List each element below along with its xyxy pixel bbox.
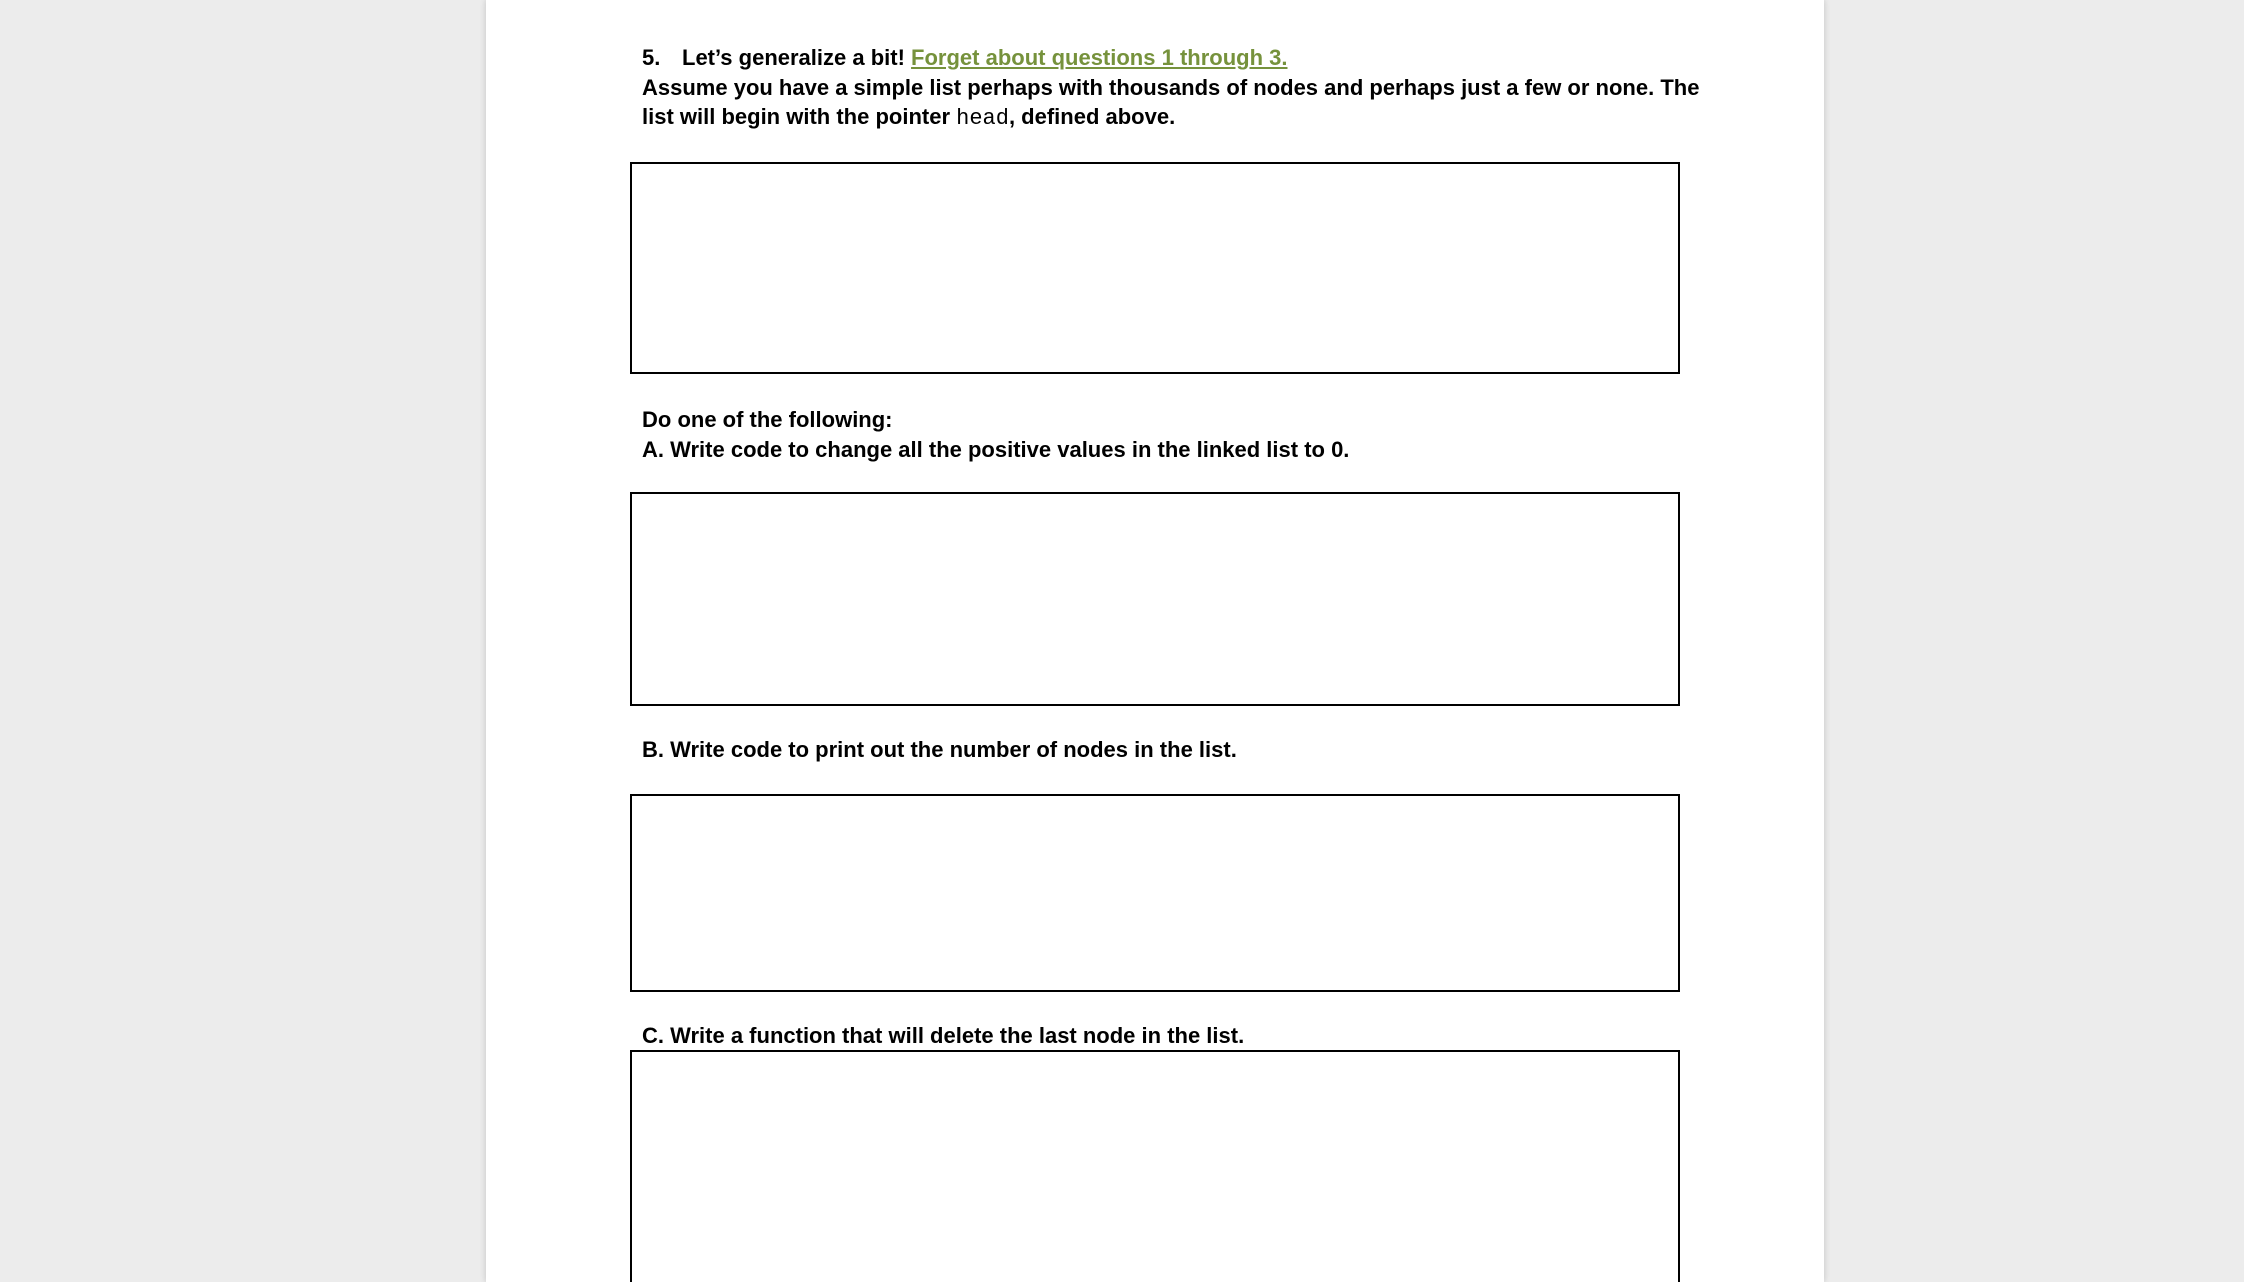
option-a-prompt: A. Write code to change all the positive values in the linked list to 0. [642,437,1350,462]
answer-box-option-c[interactable] [630,1050,1680,1282]
question-5-line2: Assume you have a simple list perhaps with thousands of nodes and perhaps just a few or none. The [642,75,1700,100]
question-5-line1 [642,43,1288,72]
line3-after: , defined above. [1008,104,1176,129]
answer-box-option-b[interactable] [630,794,1680,992]
instructions-heading: Do one of the following: [642,407,893,432]
question-number: 5. [642,45,661,70]
forget-questions-link[interactable]: Forget about questions 1 through 3. [911,45,1288,70]
option-b-prompt: B. Write code to print out the number of nodes in the list. [642,737,1237,762]
question-lead: Let’s generalize a bit! [682,45,905,70]
line3-before: list will begin with the pointer [642,104,950,129]
code-head: head [956,106,1009,131]
answer-box-question-5[interactable] [630,162,1680,374]
option-c-prompt: C. Write a function that will delete the last node in the list. [642,1023,1245,1048]
answer-box-option-a[interactable] [630,492,1680,706]
question-5-line3 [642,102,1175,133]
document-page [486,0,1824,1282]
